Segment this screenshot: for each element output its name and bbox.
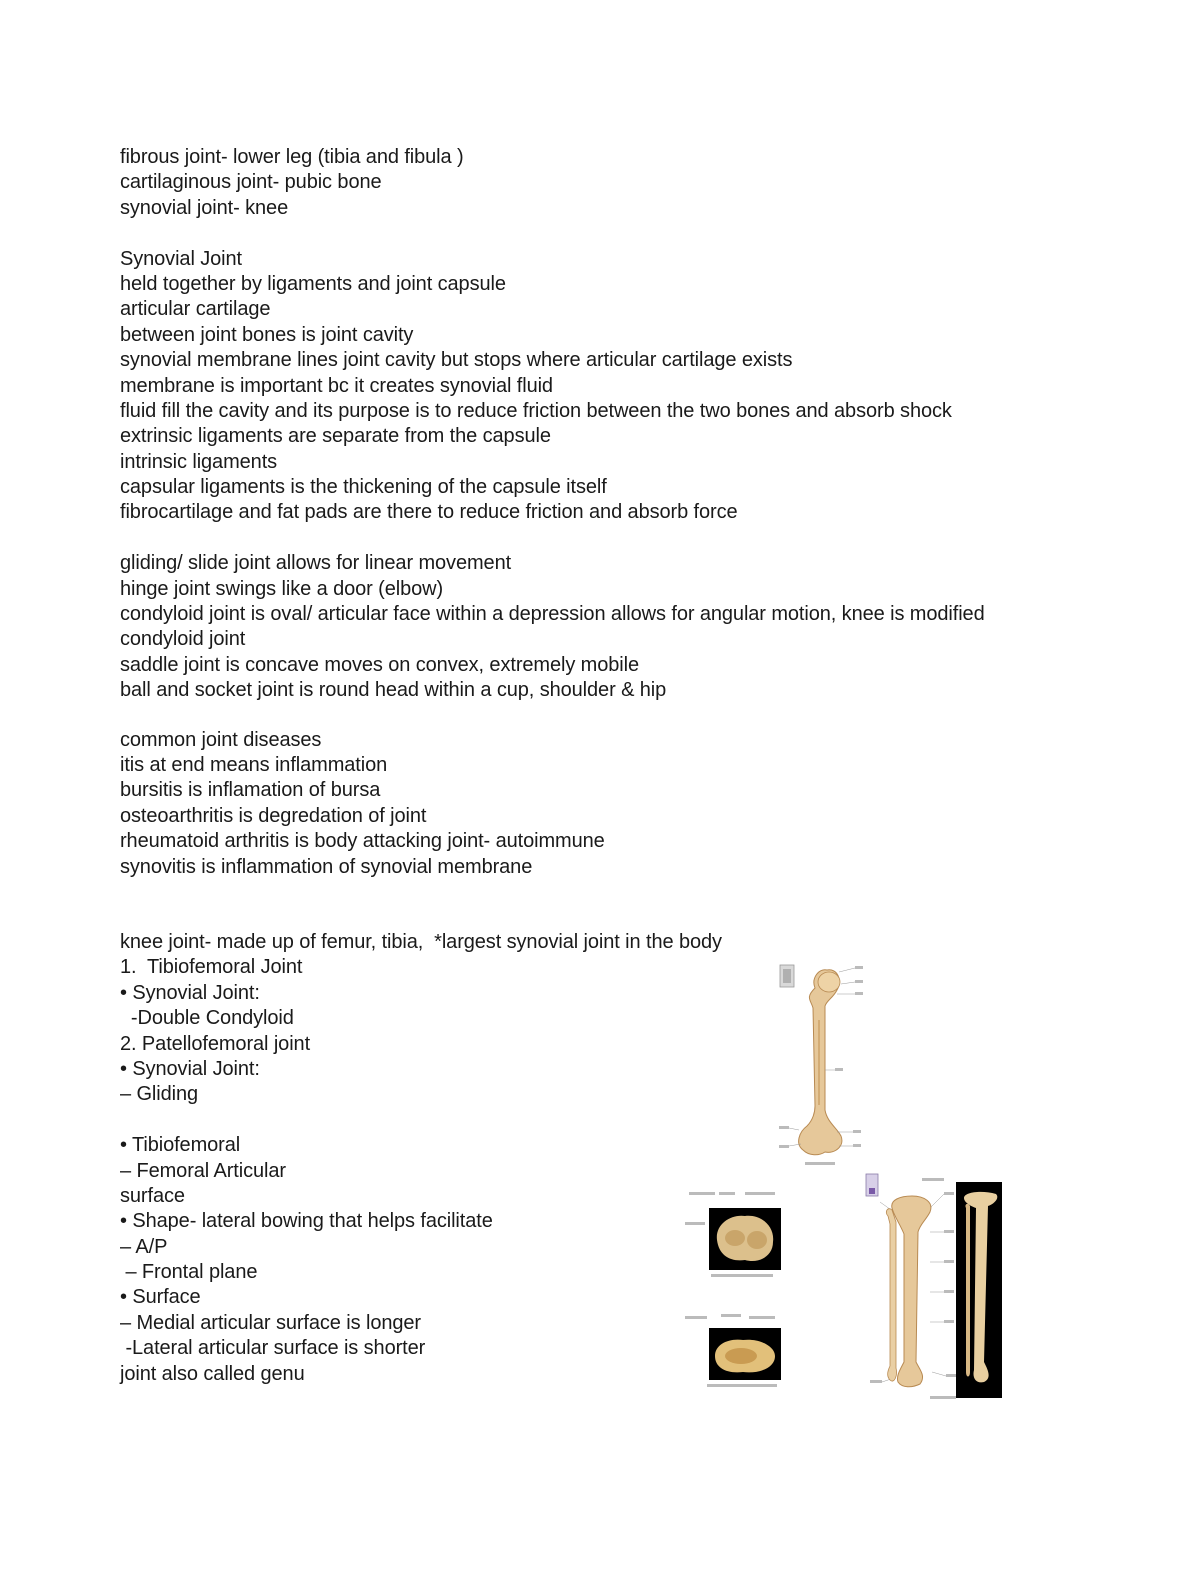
note-line: fibrous joint- lower leg (tibia and fibula ) <box>120 146 464 168</box>
note-line: between joint bones is joint cavity <box>120 323 414 346</box>
note-line: intrinsic ligaments <box>120 450 278 473</box>
note-line: hinge joint swings like a door (elbow) <box>120 577 444 600</box>
note-line: extrinsic ligaments are separate from the capsule <box>120 425 551 448</box>
note-line: capsular ligaments is the thickening of the capsule itself <box>120 476 607 499</box>
note-line: – A/P <box>120 1235 168 1258</box>
note-line: • Shape- lateral bowing that helps facilitate <box>120 1210 493 1233</box>
note-line: ball and socket joint is round head within a cup, shoulder & hip <box>120 679 667 702</box>
note-line: • Surface <box>120 1286 201 1309</box>
note-line: 2. Patellofemoral joint <box>120 1032 311 1055</box>
note-line: -Lateral articular surface is shorter <box>120 1337 426 1360</box>
note-line: • Synovial Joint: <box>120 1057 260 1080</box>
notes-upper <box>120 145 1080 880</box>
note-line: – Gliding <box>120 1083 199 1106</box>
note-line: 1. Tibiofemoral Joint <box>120 956 303 979</box>
note-line: joint also called genu <box>120 1362 305 1385</box>
note-line: synovial joint- knee <box>120 196 289 219</box>
note-line: saddle joint is concave moves on convex, extremely mobile <box>120 653 639 676</box>
section-heading: Synovial Joint <box>120 247 242 270</box>
note-line: surface <box>120 1184 185 1207</box>
note-line: osteoarthritis is degredation of joint <box>120 804 427 827</box>
note-line: gliding/ slide joint allows for linear movement <box>120 552 512 575</box>
note-line: membrane is important bc it creates synovial fluid <box>120 374 553 397</box>
note-line: itis at end means inflammation <box>120 753 388 776</box>
note-line: fluid fill the cavity and its purpose is to reduce friction between the two bones and absorb shock <box>120 399 952 422</box>
notes-knee <box>120 930 720 1387</box>
note-line: • Synovial Joint: <box>120 981 260 1004</box>
note-line: – Medial articular surface is longer <box>120 1311 421 1334</box>
tibia-fibula-illustration <box>860 1172 1010 1402</box>
note-line: bursitis is inflamation of bursa <box>120 779 381 802</box>
note-line: condyloid joint is oval/ articular face within a depression allows for angular motion, knee is modified <box>120 603 985 626</box>
note-line: articular cartilage <box>120 298 271 321</box>
femur-illustration <box>775 960 865 1170</box>
note-line: fibrocartilage and fat pads are there to reduce friction and absorb force <box>120 501 738 524</box>
section-heading: common joint diseases <box>120 728 322 751</box>
note-line: held together by ligaments and joint capsule <box>120 272 506 295</box>
note-line: rheumatoid arthritis is body attacking joint- autoimmune <box>120 830 605 853</box>
tibia-inferior-surface-photo <box>685 1312 785 1392</box>
tibia-superior-surface-photo <box>685 1190 785 1280</box>
note-line: -Double Condyloid <box>120 1007 294 1030</box>
note-line: – Femoral Articular <box>120 1159 286 1182</box>
note-line: – Frontal plane <box>120 1261 258 1284</box>
note-line: synovitis is inflammation of synovial membrane <box>120 855 533 878</box>
note-line: synovial membrane lines joint cavity but stops where articular cartilage exists <box>120 349 793 372</box>
note-line: condyloid joint <box>120 628 246 651</box>
note-line: cartilaginous joint- pubic bone <box>120 171 382 194</box>
note-line: • Tibiofemoral <box>120 1134 241 1157</box>
section-heading: knee joint- made up of femur, tibia, *largest synovial joint in the body <box>120 931 722 953</box>
